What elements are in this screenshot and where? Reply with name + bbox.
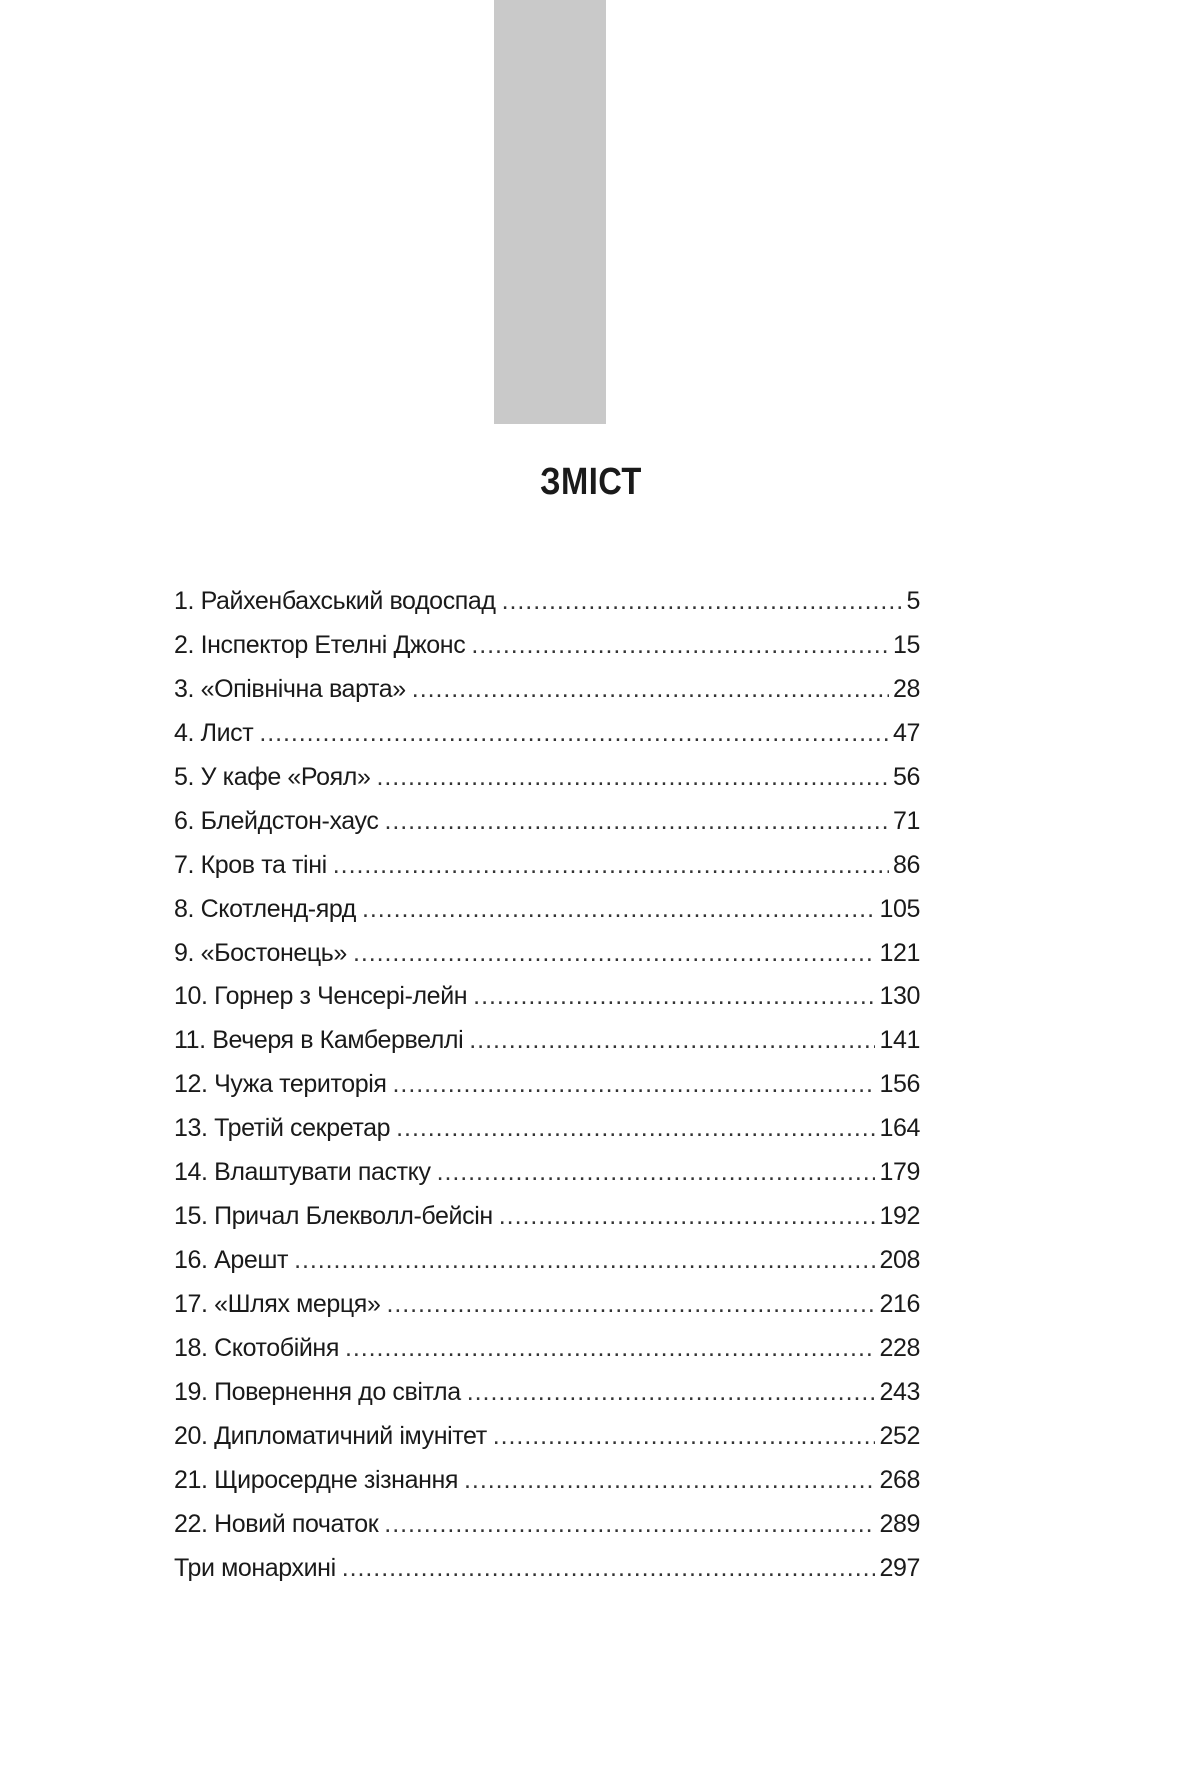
toc-entry-page: 121 [879,938,920,967]
toc-entry[interactable] [174,1459,920,1503]
toc-entry[interactable] [174,844,920,888]
toc-entry[interactable] [174,1107,920,1151]
toc-dot-leader [471,624,889,668]
toc-entry[interactable] [174,1239,920,1283]
toc-entry-title: 20. Дипломатичний імунітет [174,1421,487,1450]
toc-entry[interactable] [174,1063,920,1107]
toc-entry[interactable] [174,1503,920,1547]
toc-entry-page: 28 [892,674,920,703]
toc-entry-title: 7. Кров та тіні [174,850,327,879]
toc-entry[interactable] [174,580,920,624]
toc-entry[interactable] [174,932,920,976]
toc-entry[interactable] [174,1195,920,1239]
toc-dot-leader [437,1151,876,1195]
toc-entry[interactable] [174,975,920,1019]
toc-entry-page: 252 [879,1421,920,1450]
table-of-contents [174,580,920,1591]
toc-entry-page: 297 [879,1553,920,1582]
toc-dot-leader [469,1019,875,1063]
toc-entry-title: 19. Повернення до світла [174,1377,461,1406]
toc-dot-leader [362,888,875,932]
toc-entry-title: 10. Горнер з Ченсері-лейн [174,982,468,1011]
toc-entry[interactable] [174,624,920,668]
toc-entry[interactable] [174,1415,920,1459]
toc-entry-title: 13. Третій секретар [174,1114,391,1143]
toc-entry-page: 56 [892,762,920,791]
toc-entry-page: 141 [879,1026,920,1055]
toc-entry-page: 192 [879,1202,920,1231]
toc-dot-leader [464,1459,875,1503]
toc-entry-page: 179 [879,1158,920,1187]
toc-dot-leader [384,800,889,844]
toc-entry[interactable] [174,1371,920,1415]
toc-entry-title: 17. «Шлях мерця» [174,1290,381,1318]
toc-entry-page: 156 [879,1070,920,1099]
toc-dot-leader [259,712,889,756]
toc-entry[interactable] [174,668,920,712]
toc-entry[interactable] [174,888,920,932]
toc-entry[interactable] [174,712,920,756]
toc-entry-page: 243 [879,1377,920,1406]
toc-entry-title: 22. Новий початок [174,1509,379,1538]
toc-entry-title: 11. Вечеря в Камбервеллі [174,1026,464,1055]
toc-dot-leader [502,580,903,624]
toc-entry-page: 47 [892,718,920,747]
toc-dot-leader [294,1239,875,1283]
toc-entry-page: 268 [879,1465,920,1494]
toc-entry[interactable] [174,1327,920,1371]
toc-entry-title: 21. Щиросердне зізнання [174,1465,459,1494]
toc-entry-page: 105 [879,894,920,923]
toc-entry-title: 4. Лист [174,718,254,747]
toc-dot-leader [396,1107,875,1151]
toc-entry-page: 216 [879,1290,920,1318]
toc-entry-title: 15. Причал Блекволл-бейсін [174,1202,493,1231]
toc-entry-title: 1. Райхенбахський водоспад [174,587,496,615]
toc-dot-leader [412,668,889,712]
toc-dot-leader [333,844,889,888]
toc-entry-page: 208 [879,1246,920,1275]
toc-entry-title: 3. «Опівнічна варта» [174,674,406,703]
toc-entry-page: 5 [906,587,920,615]
toc-entry-title: 9. «Бостонець» [174,938,347,967]
toc-entry[interactable] [174,1547,920,1591]
toc-entry-title: 6. Блейдстон-хаус [174,806,379,835]
toc-dot-leader [493,1415,876,1459]
toc-entry-page: 228 [879,1333,920,1362]
toc-dot-leader [473,975,875,1019]
toc-dot-leader [467,1371,876,1415]
toc-entry-title: 14. Влаштувати пастку [174,1158,431,1187]
toc-entry-title: 18. Скотобійня [174,1333,339,1362]
toc-entry-page: 71 [892,806,920,835]
toc-entry[interactable] [174,1019,920,1063]
toc-entry-page: 86 [892,850,920,879]
toc-dot-leader [376,756,889,800]
toc-dot-leader [342,1547,876,1591]
toc-entry-title: 12. Чужа територія [174,1070,387,1099]
toc-dot-leader [386,1283,875,1327]
toc-dot-leader [499,1195,876,1239]
toc-entry-title: 2. Інспектор Етелні Джонс [174,630,466,659]
toc-dot-leader [384,1503,875,1547]
toc-entry-title: Три монархині [174,1553,336,1582]
decorative-gray-tab [494,0,606,424]
page-title: ЗМІСТ [540,461,642,504]
toc-entry-page: 130 [879,982,920,1011]
toc-entry-page: 289 [879,1509,920,1538]
toc-entry[interactable] [174,1283,920,1327]
toc-entry[interactable] [174,756,920,800]
toc-dot-leader [353,932,876,976]
toc-entry-page: 15 [892,630,920,659]
toc-entry[interactable] [174,1151,920,1195]
toc-entry-title: 5. У кафе «Роял» [174,762,371,791]
toc-entry[interactable] [174,800,920,844]
toc-dot-leader [393,1063,876,1107]
toc-entry-page: 164 [879,1114,920,1143]
toc-entry-title: 16. Арешт [174,1246,289,1275]
toc-dot-leader [345,1327,876,1371]
toc-entry-title: 8. Скотленд-ярд [174,894,356,923]
